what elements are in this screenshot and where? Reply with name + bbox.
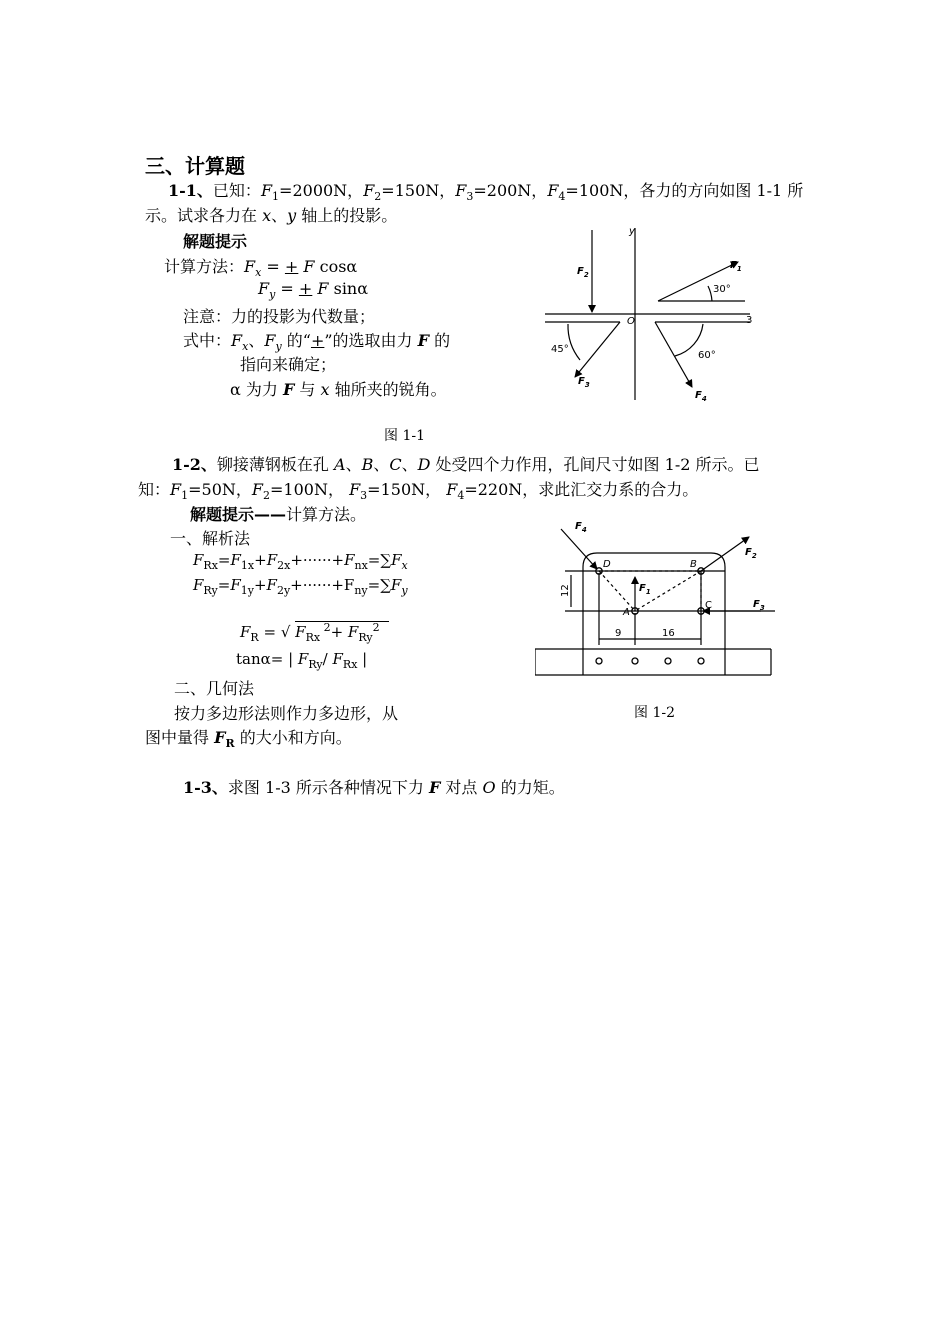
figure-1-1 — [540, 222, 755, 407]
rivet-2 — [632, 658, 638, 664]
problem-number: 1-3 — [183, 778, 212, 797]
fig12-dim-9: 9 — [615, 628, 622, 639]
fig11-f1-label: $F_1$ — [730, 260, 742, 273]
where-line-2: 指向来确定； — [240, 355, 337, 374]
note-line: 注意：力的投影为代数量； — [183, 307, 376, 326]
fig11-angle-30: 30° — [713, 284, 731, 295]
alpha-line: α 为力 F 与 x 轴所夹的锐角。 — [230, 380, 447, 399]
problem-1-2-line-1: 1-2、铆接薄钢板在孔 A、B、C、D 处受四个力作用，孔间尺寸如图 1-2 所示。已 — [172, 455, 760, 474]
fig12-a-label: A — [623, 607, 630, 618]
fig12-f2-label: $F_2$ — [745, 547, 757, 560]
calc-method-fx: 计算方法：$F_x$ = + F cosα — [164, 257, 358, 280]
fig11-f2-label: $F_2$ — [577, 266, 589, 279]
rivet-3 — [665, 658, 671, 664]
figure-1-2-drawing — [535, 515, 775, 680]
problem-1-2-line-2: 知：$F_1=50N$，$F_2=100N$， $F_3=150N$， $F_4=220N$，求此汇交力系的合力。 — [138, 480, 699, 503]
fig12-f4-label: $F_4$ — [575, 521, 587, 534]
method-analytic: 一、解析法 — [170, 529, 251, 548]
problem-number: 1-1 — [168, 181, 197, 200]
fig12-b-label: B — [690, 559, 697, 570]
figure-1-2 — [535, 515, 775, 680]
fig12-dim-12: 12 — [560, 584, 571, 597]
fig12-c-label: C — [705, 600, 712, 611]
sqrt-radicand: $F_{Rx}$ $^2+ F_{Ry}^2$ — [295, 621, 389, 641]
geometric-line-1: 按力多边形法则作力多边形，从 — [174, 704, 399, 723]
angle-30-arc — [708, 286, 712, 301]
geometric-line-2: 图中量得 $F_R$ 的大小和方向。 — [145, 728, 352, 751]
force-f3-arrow — [575, 322, 620, 377]
problem-1-1-line-1: 1-1、已知：$F_1=2000N$，$F_2=150N$，$F_3=200N$，$F_4=100N$，各力的方向如图 1-1 所 — [168, 181, 804, 204]
fig11-angle-45: 45° — [551, 344, 569, 355]
formula-fr: $F_R$ = √ $F_{Rx}$ $^2+ F_{Ry}^2$ — [240, 621, 389, 644]
force-f4-arrow — [655, 322, 692, 387]
fig11-f3-label: $F_3$ — [578, 376, 590, 389]
where-line: 式中：$F_x$、$F_y$ 的“+”的选取由力 F 的 — [183, 331, 451, 354]
figure-1-1-drawing — [540, 222, 755, 407]
fig11-angle-60: 60° — [698, 350, 716, 361]
angle-45-arc — [568, 324, 580, 360]
section-title: 三、计算题 — [145, 154, 245, 178]
fig12-f1-label: $F_1$ — [639, 583, 651, 596]
problem-1-3: 1-3、求图 1-3 所示各种情况下力 F 对点 O 的力矩。 — [183, 778, 565, 797]
force-f4-arrow — [561, 529, 597, 569]
force-f1-arrow — [658, 262, 738, 301]
hint-title-1-2: 解题提示——计算方法。 — [190, 505, 367, 524]
problem-1-1-line-2: 示。试求各力在 x、y 轴上的投影。 — [145, 206, 398, 225]
method-geometric: 二、几何法 — [174, 679, 255, 698]
formula-frx: $F_{Rx}=F_{1x}+F_{2x}+\cdot\cdot\cdot\cdot\cdot\cdot+F_{nx}=\sum F_x$ — [193, 551, 408, 572]
fig11-origin-label: O — [627, 316, 635, 327]
calc-method-fy: $F_y$ = + F sinα — [258, 279, 369, 302]
fig12-d-label: D — [603, 559, 611, 570]
formula-fry: $F_{Ry}=F_{1y}+F_{2y}+\cdot\cdot\cdot\cdot\cdot\cdot+F_{ny}=\sum F_y$ — [193, 576, 408, 597]
hint-title-1-1: 解题提示 — [183, 232, 248, 251]
fig12-dim-16: 16 — [662, 628, 675, 639]
dashed-d-a — [599, 571, 635, 611]
fig11-axis-end-label: 3 — [746, 315, 753, 326]
fig11-y-label: y — [629, 226, 635, 237]
rivet-1 — [596, 658, 602, 664]
caption-figure-1-1: 图 1-1 — [384, 428, 425, 444]
rivet-4 — [698, 658, 704, 664]
fig11-f4-label: $F_4$ — [695, 390, 707, 403]
caption-figure-1-2: 图 1-2 — [634, 705, 675, 721]
formula-tan: tanα= | $F_{Ry}/$ $F_{Rx}$ | — [236, 650, 368, 671]
problem-number: 1-2 — [172, 455, 201, 474]
fig12-f3-label: $F_3$ — [753, 599, 765, 612]
